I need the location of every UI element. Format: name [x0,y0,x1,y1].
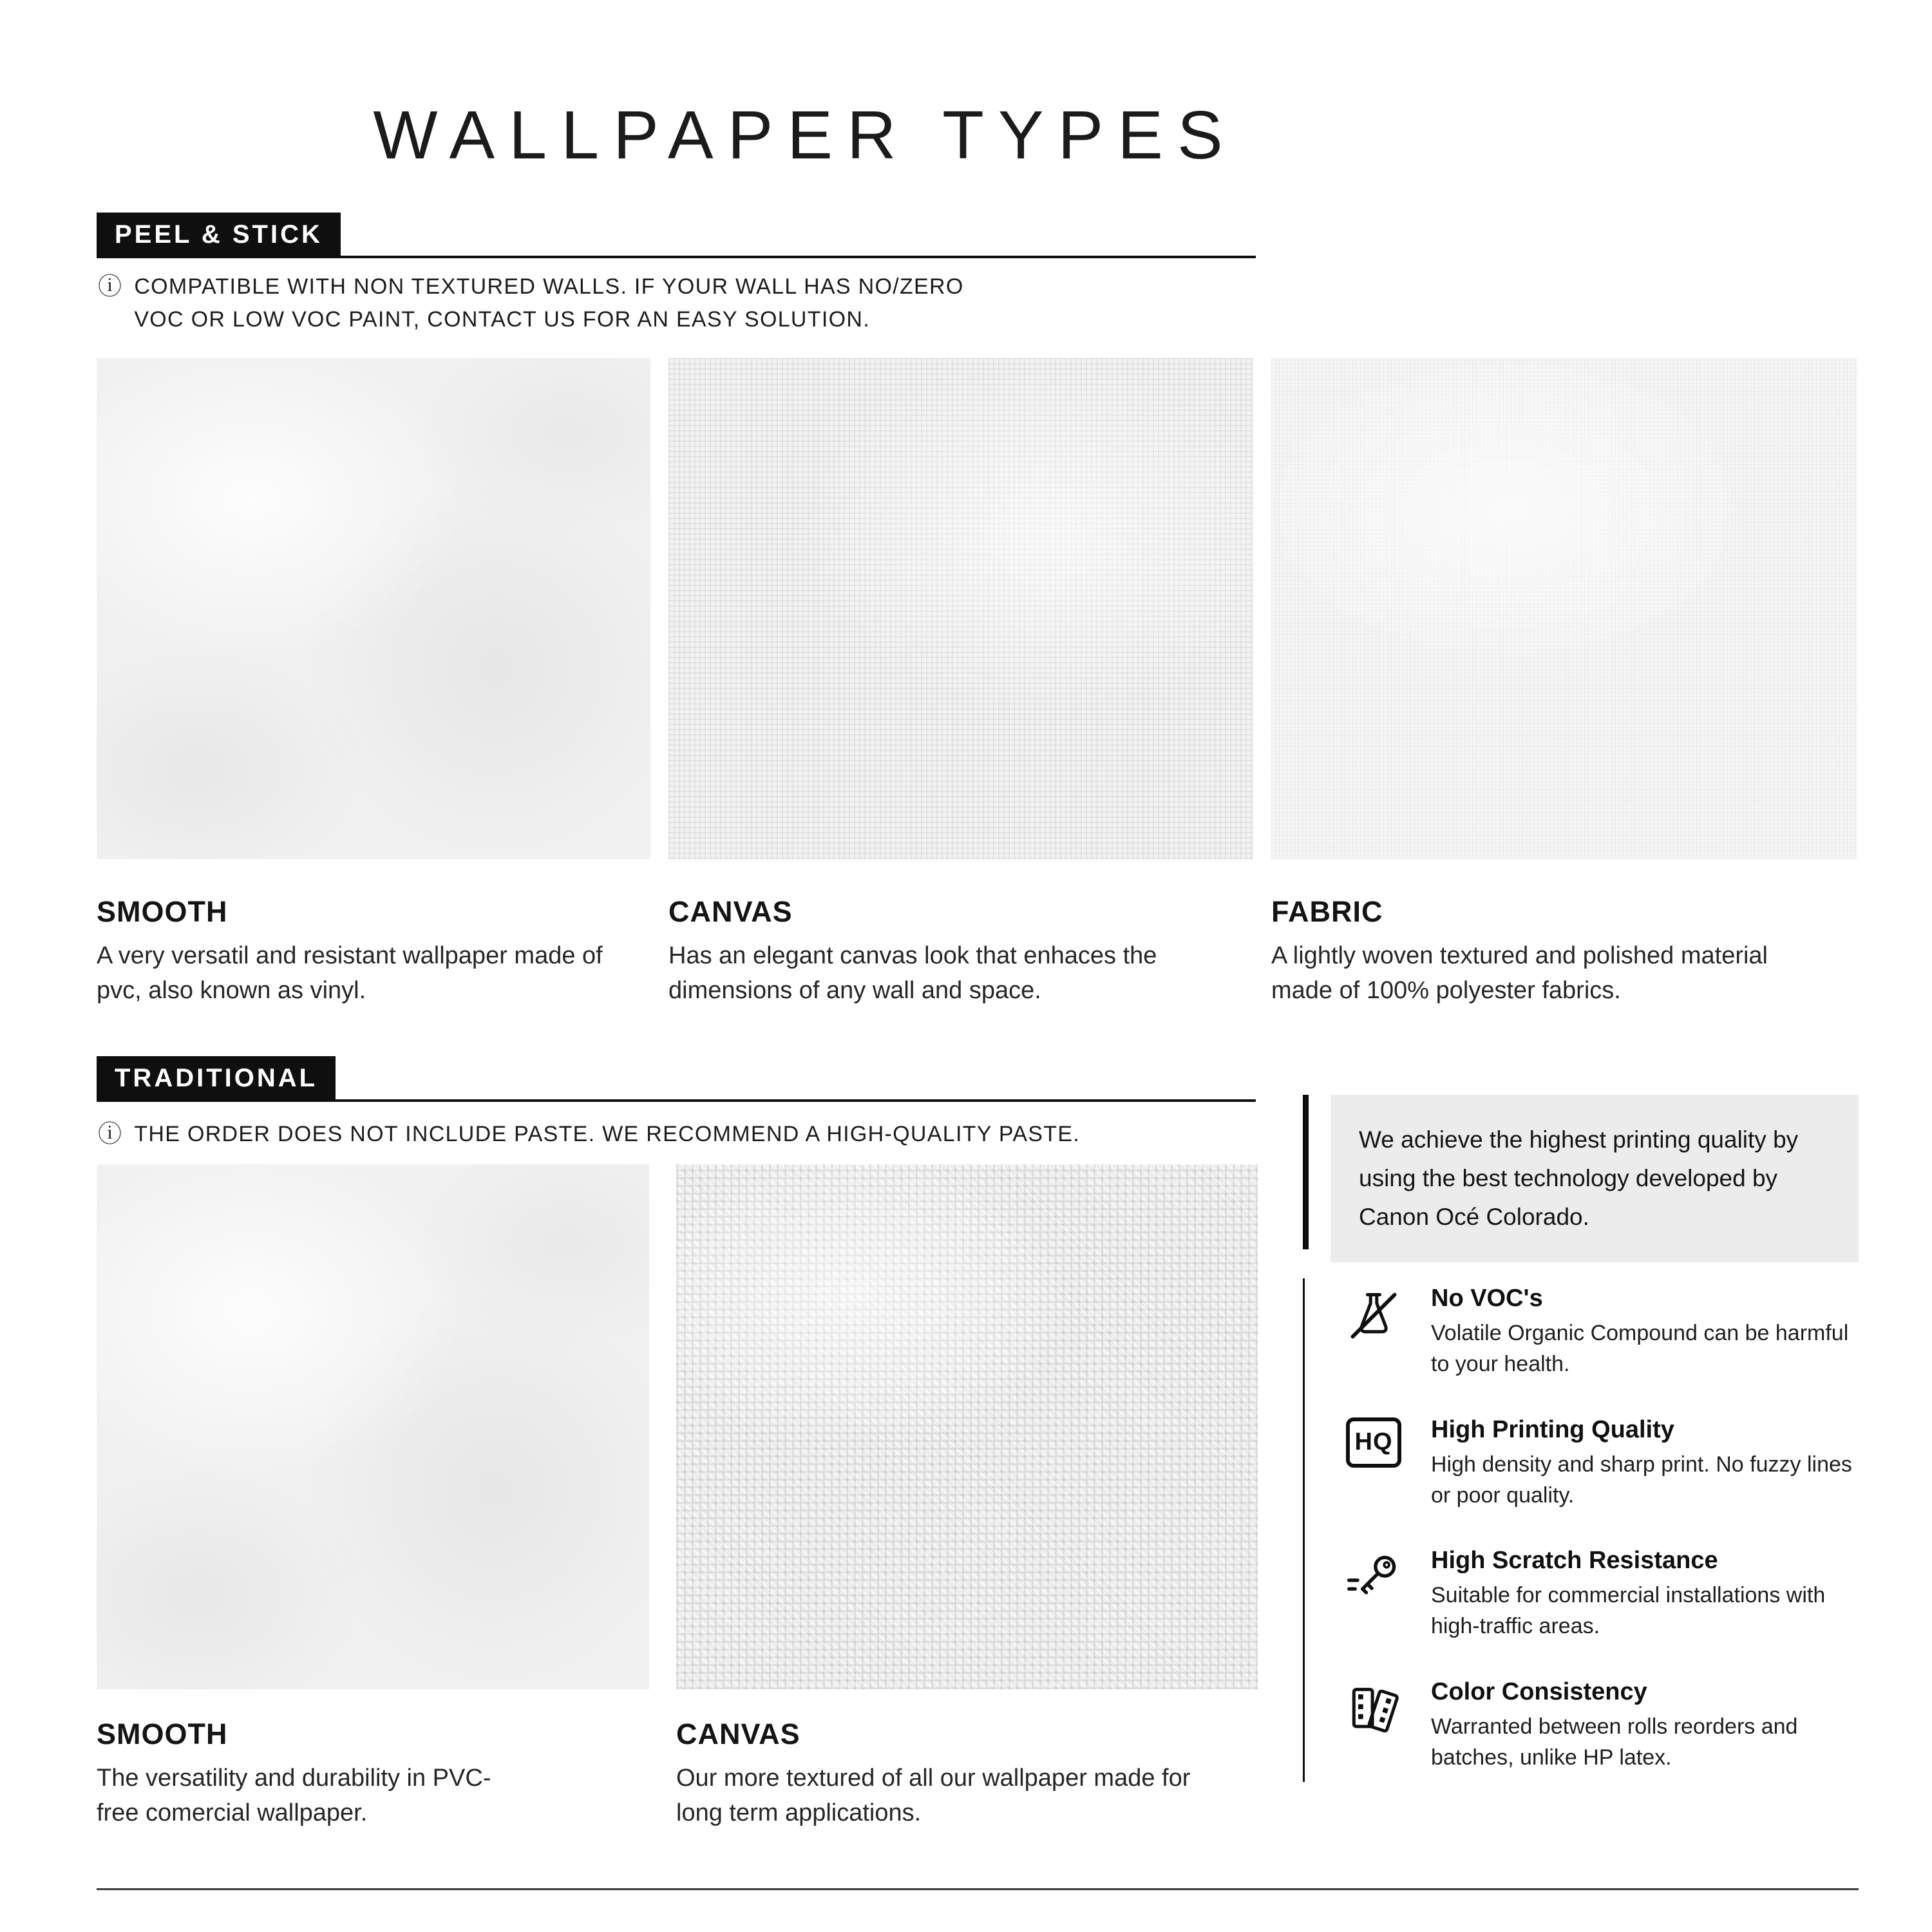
texture-sample-fabric [1271,358,1857,859]
peel-stick-swatch-row [97,358,1857,1009]
feature-description: High density and sharp print. No fuzzy lines or poor quality. [1431,1452,1852,1508]
swatch-name: SMOOTH [97,895,228,928]
swatch-fabric [1271,358,1857,1009]
swatch-description: The versatility and durability in PVC-free comercial wallpaper. [97,1765,491,1826]
feature-high-printing-quality [1341,1416,1864,1511]
feature-description: Suitable for commercial installations with high-traffic areas. [1431,1583,1826,1639]
scratch-key-icon [1341,1547,1406,1642]
hq-icon: HQ [1341,1416,1406,1511]
feature-color-consistency [1341,1678,1864,1774]
swatch-name: FABRIC [1271,895,1383,928]
feature-title: High Scratch Resistance [1431,1547,1718,1575]
feature-title: No VOC's [1431,1285,1543,1312]
swatch-smooth-traditional [97,1164,649,1831]
color-swatches-icon [1341,1678,1406,1774]
traditional-note-text: THE ORDER DOES NOT INCLUDE PASTE. WE RECOMMEND A HIGH-QUALITY PASTE. [134,1122,1081,1146]
bottom-divider [97,1888,1859,1890]
feature-title: High Printing Quality [1431,1416,1674,1443]
swatch-name: SMOOTH [97,1718,228,1750]
section-badge-traditional: TRADITIONAL [97,1056,336,1099]
swatch-description: Our more textured of all our wallpaper made for long term applications. [676,1765,1191,1826]
section-header-peel-stick [97,213,1256,258]
section-header-traditional [97,1056,1256,1102]
texture-sample-canvas [676,1164,1258,1689]
feature-description: Warranted between rolls reorders and batches, unlike HP latex. [1431,1714,1798,1770]
swatch-description: Has an elegant canvas look that enhaces the dimensions of any wall and space. [668,942,1157,1004]
quality-note-accent-bar [1303,1095,1309,1249]
texture-sample-smooth [97,358,650,859]
no-voc-icon [1341,1285,1406,1380]
traditional-note [98,1118,1080,1151]
swatch-smooth [97,358,650,1009]
swatch-description: A very versatil and resistant wallpaper made of pvc, also known as vinyl. [97,942,603,1004]
peel-stick-note-text: COMPATIBLE WITH NON TEXTURED WALLS. IF YOUR WALL HAS NO/ZERO VOC OR LOW VOC PAINT, CONTACT US FOR AN EASY SOLUTION. [134,274,964,332]
feature-high-scratch-resistance [1341,1547,1864,1642]
swatch-description: A lightly woven textured and polished material made of 100% polyester fabrics. [1271,942,1768,1004]
texture-sample-smooth [97,1164,649,1689]
feature-no-voc [1341,1285,1864,1380]
section-badge-peel-stick: PEEL & STICK [97,213,341,256]
printing-quality-note: We achieve the highest printing quality by using the best technology developed by Canon Océ Colorado. [1331,1095,1859,1262]
texture-sample-canvas [668,358,1253,859]
page-title: WALLPAPER TYPES [373,97,1237,173]
info-icon: ⓘ [98,273,123,299]
peel-stick-note [98,270,971,336]
feature-list [1303,1278,1864,1782]
swatch-name: CANVAS [676,1718,800,1750]
feature-description: Volatile Organic Compound can be harmful to your health. [1431,1321,1849,1377]
traditional-swatch-row [97,1164,1258,1831]
feature-title: Color Consistency [1431,1678,1647,1705]
swatch-canvas-traditional [676,1164,1258,1831]
info-icon: ⓘ [98,1121,123,1147]
swatch-canvas [668,358,1253,1009]
swatch-name: CANVAS [668,895,793,928]
